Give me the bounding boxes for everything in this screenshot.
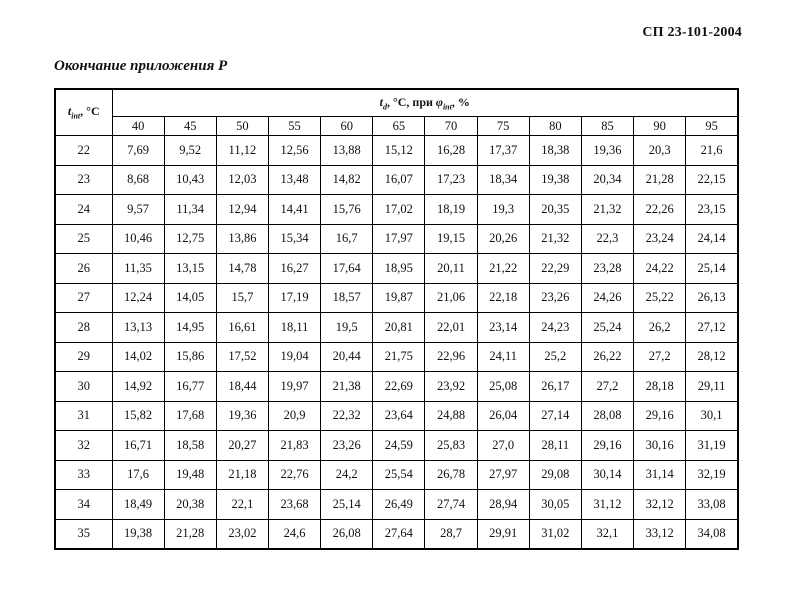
table-cell: 21,28 bbox=[164, 519, 216, 549]
table-header-row bbox=[55, 89, 738, 117]
table-cell: 26,78 bbox=[425, 460, 477, 490]
table-cell: 13,86 bbox=[216, 224, 268, 254]
table-cell: 19,5 bbox=[321, 313, 373, 343]
table-cell: 26,17 bbox=[529, 372, 581, 402]
table-cell: 22,18 bbox=[477, 283, 529, 313]
table-cell: 21,06 bbox=[425, 283, 477, 313]
table-cell: 22,32 bbox=[321, 401, 373, 431]
table-cell: 34,08 bbox=[686, 519, 738, 549]
table-cell: 20,3 bbox=[634, 136, 686, 166]
table-cell: 19,38 bbox=[112, 519, 164, 549]
table-row bbox=[55, 195, 738, 225]
table-cell: 25,83 bbox=[425, 431, 477, 461]
table-body bbox=[55, 136, 738, 550]
table-cell: 18,11 bbox=[268, 313, 320, 343]
column-header-humidity: 80 bbox=[529, 117, 581, 136]
table-cell: 15,34 bbox=[268, 224, 320, 254]
table-cell: 26,13 bbox=[686, 283, 738, 313]
table-cell: 22,96 bbox=[425, 342, 477, 372]
table-cell: 32,1 bbox=[581, 519, 633, 549]
table-cell: 23,14 bbox=[477, 313, 529, 343]
table-row bbox=[55, 283, 738, 313]
table-cell: 11,35 bbox=[112, 254, 164, 284]
table-cell: 24,59 bbox=[373, 431, 425, 461]
table-cell: 25,08 bbox=[477, 372, 529, 402]
table-cell: 21,28 bbox=[634, 165, 686, 195]
table-cell: 29,16 bbox=[634, 401, 686, 431]
table-cell: 18,95 bbox=[373, 254, 425, 284]
table-cell: 19,15 bbox=[425, 224, 477, 254]
table-cell: 18,58 bbox=[164, 431, 216, 461]
table-cell: 12,03 bbox=[216, 165, 268, 195]
table-cell: 17,23 bbox=[425, 165, 477, 195]
table-cell: 22,29 bbox=[529, 254, 581, 284]
column-header-humidity: 45 bbox=[164, 117, 216, 136]
table-cell: 25,54 bbox=[373, 460, 425, 490]
table-cell: 22,15 bbox=[686, 165, 738, 195]
table-cell: 26,22 bbox=[581, 342, 633, 372]
table-cell: 28,11 bbox=[529, 431, 581, 461]
document-code: СП 23-101-2004 bbox=[642, 25, 742, 40]
row-temperature-label: 26 bbox=[55, 254, 112, 284]
table-cell: 20,81 bbox=[373, 313, 425, 343]
table-cell: 14,78 bbox=[216, 254, 268, 284]
table-cell: 7,69 bbox=[112, 136, 164, 166]
row-temperature-label: 22 bbox=[55, 136, 112, 166]
row-temperature-label: 24 bbox=[55, 195, 112, 225]
table-cell: 23,26 bbox=[529, 283, 581, 313]
table-cell: 17,52 bbox=[216, 342, 268, 372]
table-cell: 23,64 bbox=[373, 401, 425, 431]
table-cell: 17,02 bbox=[373, 195, 425, 225]
table-cell: 20,35 bbox=[529, 195, 581, 225]
table-cell: 25,14 bbox=[321, 490, 373, 520]
table-cell: 14,95 bbox=[164, 313, 216, 343]
table-cell: 30,1 bbox=[686, 401, 738, 431]
column-header-humidity: 90 bbox=[634, 117, 686, 136]
table-cell: 16,7 bbox=[321, 224, 373, 254]
table-cell: 17,68 bbox=[164, 401, 216, 431]
table-cell: 31,12 bbox=[581, 490, 633, 520]
table-cell: 15,76 bbox=[321, 195, 373, 225]
table-cell: 23,26 bbox=[321, 431, 373, 461]
row-temperature-label: 27 bbox=[55, 283, 112, 313]
table-cell: 12,24 bbox=[112, 283, 164, 313]
table-cell: 8,68 bbox=[112, 165, 164, 195]
table-cell: 29,08 bbox=[529, 460, 581, 490]
table-cell: 26,49 bbox=[373, 490, 425, 520]
table-cell: 16,71 bbox=[112, 431, 164, 461]
row-temperature-label: 34 bbox=[55, 490, 112, 520]
table-cell: 19,04 bbox=[268, 342, 320, 372]
column-header-humidity: 55 bbox=[268, 117, 320, 136]
table-cell: 14,92 bbox=[112, 372, 164, 402]
table-cell: 29,91 bbox=[477, 519, 529, 549]
table-cell: 19,36 bbox=[216, 401, 268, 431]
table-cell: 10,43 bbox=[164, 165, 216, 195]
table-cell: 21,32 bbox=[529, 224, 581, 254]
table-cell: 21,38 bbox=[321, 372, 373, 402]
table-cell: 25,22 bbox=[634, 283, 686, 313]
table-cell: 25,24 bbox=[581, 313, 633, 343]
table-cell: 15,82 bbox=[112, 401, 164, 431]
column-header-humidity: 60 bbox=[321, 117, 373, 136]
table-cell: 19,36 bbox=[581, 136, 633, 166]
table-cell: 21,18 bbox=[216, 460, 268, 490]
table-cell: 22,69 bbox=[373, 372, 425, 402]
table-cell: 17,37 bbox=[477, 136, 529, 166]
column-header-humidity: 75 bbox=[477, 117, 529, 136]
table-cell: 29,16 bbox=[581, 431, 633, 461]
table-cell: 13,13 bbox=[112, 313, 164, 343]
row-temperature-label: 33 bbox=[55, 460, 112, 490]
table-cell: 16,28 bbox=[425, 136, 477, 166]
table-cell: 27,14 bbox=[529, 401, 581, 431]
table-row bbox=[55, 401, 738, 431]
table-cell: 20,11 bbox=[425, 254, 477, 284]
table-cell: 27,0 bbox=[477, 431, 529, 461]
table-cell: 31,19 bbox=[686, 431, 738, 461]
table-cell: 18,49 bbox=[112, 490, 164, 520]
table-row bbox=[55, 313, 738, 343]
table-cell: 27,12 bbox=[686, 313, 738, 343]
table-row bbox=[55, 490, 738, 520]
table-cell: 14,02 bbox=[112, 342, 164, 372]
table-cell: 12,94 bbox=[216, 195, 268, 225]
table-cell: 20,44 bbox=[321, 342, 373, 372]
table-cell: 27,64 bbox=[373, 519, 425, 549]
table-cell: 16,27 bbox=[268, 254, 320, 284]
table-row bbox=[55, 254, 738, 284]
table-cell: 26,08 bbox=[321, 519, 373, 549]
column-header-humidity: 65 bbox=[373, 117, 425, 136]
table-cell: 33,08 bbox=[686, 490, 738, 520]
dew-point-table bbox=[54, 88, 739, 550]
table-cell: 30,05 bbox=[529, 490, 581, 520]
table-cell: 25,2 bbox=[529, 342, 581, 372]
table-cell: 20,34 bbox=[581, 165, 633, 195]
table-cell: 23,15 bbox=[686, 195, 738, 225]
column-header-humidity: 40 bbox=[112, 117, 164, 136]
table-cell: 18,57 bbox=[321, 283, 373, 313]
row-temperature-label: 28 bbox=[55, 313, 112, 343]
table-cell: 21,32 bbox=[581, 195, 633, 225]
table-row bbox=[55, 165, 738, 195]
row-temperature-label: 32 bbox=[55, 431, 112, 461]
appendix-caption: Окончание приложения Р bbox=[54, 58, 228, 74]
table-cell: 23,68 bbox=[268, 490, 320, 520]
table-cell: 23,24 bbox=[634, 224, 686, 254]
column-header-humidity: 85 bbox=[581, 117, 633, 136]
table-cell: 25,14 bbox=[686, 254, 738, 284]
table-cell: 27,97 bbox=[477, 460, 529, 490]
table-cell: 17,19 bbox=[268, 283, 320, 313]
table-cell: 26,04 bbox=[477, 401, 529, 431]
table-cell: 22,76 bbox=[268, 460, 320, 490]
table-cell: 15,86 bbox=[164, 342, 216, 372]
row-temperature-label: 35 bbox=[55, 519, 112, 549]
table-cell: 24,6 bbox=[268, 519, 320, 549]
table-cell: 20,27 bbox=[216, 431, 268, 461]
table-cell: 26,2 bbox=[634, 313, 686, 343]
table-cell: 28,7 bbox=[425, 519, 477, 549]
table-cell: 11,12 bbox=[216, 136, 268, 166]
table-cell: 16,61 bbox=[216, 313, 268, 343]
table-cell: 21,22 bbox=[477, 254, 529, 284]
table-row bbox=[55, 224, 738, 254]
table-cell: 19,87 bbox=[373, 283, 425, 313]
table-cell: 23,92 bbox=[425, 372, 477, 402]
table-cell: 14,82 bbox=[321, 165, 373, 195]
table-cell: 21,83 bbox=[268, 431, 320, 461]
table-cell: 19,38 bbox=[529, 165, 581, 195]
table-cell: 33,12 bbox=[634, 519, 686, 549]
table-cell: 15,12 bbox=[373, 136, 425, 166]
table-cell: 24,14 bbox=[686, 224, 738, 254]
table-cell: 20,38 bbox=[164, 490, 216, 520]
table-cell: 23,28 bbox=[581, 254, 633, 284]
table-cell: 18,34 bbox=[477, 165, 529, 195]
row-temperature-label: 25 bbox=[55, 224, 112, 254]
column-header-humidity: 50 bbox=[216, 117, 268, 136]
table-cell: 22,1 bbox=[216, 490, 268, 520]
table-cell: 13,88 bbox=[321, 136, 373, 166]
row-temperature-label: 31 bbox=[55, 401, 112, 431]
humidity-column-headers bbox=[55, 117, 738, 136]
table-row bbox=[55, 460, 738, 490]
table-cell: 9,57 bbox=[112, 195, 164, 225]
table-cell: 17,6 bbox=[112, 460, 164, 490]
table-cell: 24,26 bbox=[581, 283, 633, 313]
column-header-humidity: 70 bbox=[425, 117, 477, 136]
table-cell: 15,7 bbox=[216, 283, 268, 313]
table-cell: 24,88 bbox=[425, 401, 477, 431]
table-cell: 13,48 bbox=[268, 165, 320, 195]
table-cell: 9,52 bbox=[164, 136, 216, 166]
column-header-humidity: 95 bbox=[686, 117, 738, 136]
table-cell: 28,12 bbox=[686, 342, 738, 372]
table-cell: 27,74 bbox=[425, 490, 477, 520]
row-temperature-label: 29 bbox=[55, 342, 112, 372]
table-cell: 12,75 bbox=[164, 224, 216, 254]
table-cell: 28,18 bbox=[634, 372, 686, 402]
table-row bbox=[55, 136, 738, 166]
table-row bbox=[55, 431, 738, 461]
table-cell: 17,64 bbox=[321, 254, 373, 284]
tin-header: $t_{int}$, °С bbox=[55, 89, 112, 136]
table-cell: 16,77 bbox=[164, 372, 216, 402]
table-cell: 22,26 bbox=[634, 195, 686, 225]
table-cell: 18,19 bbox=[425, 195, 477, 225]
table-cell: 11,34 bbox=[164, 195, 216, 225]
table-cell: 24,23 bbox=[529, 313, 581, 343]
table-cell: 28,94 bbox=[477, 490, 529, 520]
table-cell: 20,26 bbox=[477, 224, 529, 254]
table-cell: 24,11 bbox=[477, 342, 529, 372]
table-cell: 17,97 bbox=[373, 224, 425, 254]
table-cell: 31,14 bbox=[634, 460, 686, 490]
table-cell: 18,44 bbox=[216, 372, 268, 402]
table-cell: 27,2 bbox=[634, 342, 686, 372]
table-cell: 14,05 bbox=[164, 283, 216, 313]
table-cell: 31,02 bbox=[529, 519, 581, 549]
row-temperature-label: 30 bbox=[55, 372, 112, 402]
table-cell: 27,2 bbox=[581, 372, 633, 402]
table-cell: 16,07 bbox=[373, 165, 425, 195]
table-cell: 28,08 bbox=[581, 401, 633, 431]
table-cell: 13,15 bbox=[164, 254, 216, 284]
table-cell: 21,6 bbox=[686, 136, 738, 166]
td-header: $t_d$, °С, при $\varphi_{int}$, % bbox=[112, 89, 738, 117]
table-row bbox=[55, 372, 738, 402]
table-cell: 30,16 bbox=[634, 431, 686, 461]
table-row bbox=[55, 342, 738, 372]
table-cell: 29,11 bbox=[686, 372, 738, 402]
table-cell: 22,3 bbox=[581, 224, 633, 254]
table-cell: 32,12 bbox=[634, 490, 686, 520]
table-cell: 12,56 bbox=[268, 136, 320, 166]
table-row bbox=[55, 519, 738, 549]
table-cell: 24,22 bbox=[634, 254, 686, 284]
table-cell: 32,19 bbox=[686, 460, 738, 490]
table-cell: 23,02 bbox=[216, 519, 268, 549]
table-cell: 14,41 bbox=[268, 195, 320, 225]
table-cell: 19,3 bbox=[477, 195, 529, 225]
row-temperature-label: 23 bbox=[55, 165, 112, 195]
table-cell: 24,2 bbox=[321, 460, 373, 490]
table-cell: 18,38 bbox=[529, 136, 581, 166]
table-cell: 19,48 bbox=[164, 460, 216, 490]
table-cell: 10,46 bbox=[112, 224, 164, 254]
table-cell: 19,97 bbox=[268, 372, 320, 402]
table-cell: 20,9 bbox=[268, 401, 320, 431]
table-cell: 21,75 bbox=[373, 342, 425, 372]
table-cell: 22,01 bbox=[425, 313, 477, 343]
table-cell: 30,14 bbox=[581, 460, 633, 490]
